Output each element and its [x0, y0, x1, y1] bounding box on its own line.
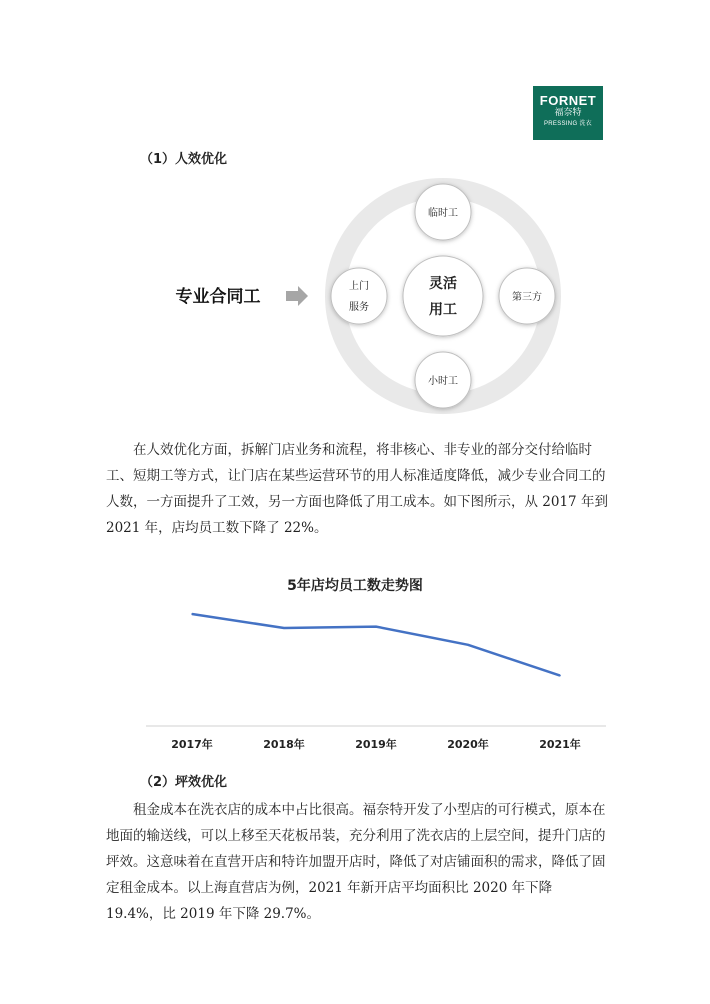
section-title-efficiency: （1）人效优化 — [140, 152, 228, 167]
paragraph-space-efficiency: 租金成本在洗衣店的成本中占比很高。福奈特开发了小型店的可行模式，原本在地面的输送线，可以上移至天花板吊装，充分利用了洗衣店的上层空间，提升门店的坪效。这意味着在直营开店和特许加盟开店时，降低了对店铺面积的需求，降低了固定租金成本。以上海直营店为例，2021 年新开店平均面积比 2020 年下降 19.4%，比 2019 年下降 29.7%。 — [106, 802, 606, 922]
node-left-label-line2: 服务 — [349, 302, 369, 313]
logo-chinese: 福奈特 — [554, 108, 582, 118]
logo-subtitle: PRESSING 洗衣 — [544, 121, 592, 127]
logo-brand: FORNET — [539, 93, 597, 108]
data-point-1 — [283, 627, 285, 629]
center-label-line2: 用工 — [429, 302, 457, 318]
node-left-label-line1: 上门 — [349, 281, 369, 292]
contract-worker-label: 专业合同工 — [175, 287, 261, 307]
x-tick-label: 2020年 — [447, 738, 489, 751]
x-tick-label: 2021年 — [539, 738, 581, 751]
center-label-line1: 灵活 — [429, 276, 457, 292]
x-tick-label: 2017年 — [171, 738, 213, 751]
node-top-label: 临时工 — [428, 208, 458, 219]
section-title-space-efficiency: （2）坪效优化 — [140, 775, 228, 790]
data-point-0 — [191, 613, 193, 615]
data-point-4 — [559, 675, 561, 677]
paragraph-efficiency: 在人效优化方面，拆解门店业务和流程，将非核心、非专业的部分交付给临时工、短期工等方式，让门店在某些运营环节的用人标准适度降低，减少专业合同工的人数，一方面提升了工效，另一方面也降低了用工成本。如下图所示，从 2017 年到 2021 年，店均员工数下降了 22%。 — [106, 442, 608, 536]
data-point-2 — [375, 626, 377, 628]
node-bottom-label: 小时工 — [428, 376, 458, 387]
data-point-3 — [467, 644, 469, 646]
x-tick-label: 2018年 — [263, 738, 305, 751]
series-line-0 — [192, 614, 560, 676]
x-tick-label: 2019年 — [355, 738, 397, 751]
node-right-label: 第三方 — [512, 292, 542, 303]
chart-title: 5年店均员工数走势图 — [287, 578, 423, 594]
